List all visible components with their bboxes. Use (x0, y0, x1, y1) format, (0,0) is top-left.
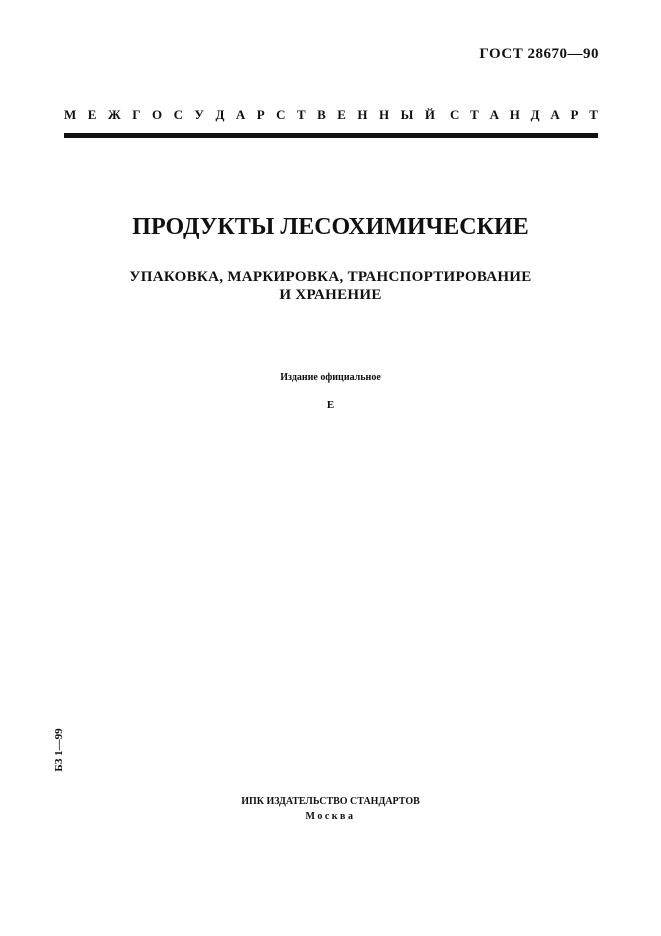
spaced-letter: Д (215, 107, 225, 122)
spaced-letter: Е (87, 107, 97, 122)
document-title: ПРОДУКТЫ ЛЕСОХИМИЧЕСКИЕ (132, 214, 529, 240)
gost-number: ГОСТ 28670—90 (479, 46, 599, 62)
spaced-letter: С (450, 107, 460, 122)
spaced-letter: М (64, 107, 77, 122)
spaced-letter: Р (256, 107, 265, 122)
spaced-letter: Е (337, 107, 346, 122)
spaced-letter: Г (132, 107, 141, 122)
spaced-letter: С (276, 107, 286, 122)
spaced-letter: Н (379, 107, 390, 122)
spaced-letter: Т (589, 107, 598, 122)
spaced-letter: А (489, 107, 499, 122)
city: Москва (305, 811, 356, 822)
spaced-letter: Н (357, 107, 368, 122)
standard-word (450, 107, 598, 123)
spaced-letter: Й (424, 107, 435, 122)
spaced-letter: А (550, 107, 560, 122)
spaced-letter: С (173, 107, 183, 122)
spaced-letter: В (317, 107, 326, 122)
spaced-letter: Т (470, 107, 479, 122)
subtitle-line-2: И ХРАНЕНИЕ (279, 287, 382, 303)
publisher: ИПК ИЗДАТЕЛЬСТВО СТАНДАРТОВ (241, 796, 420, 807)
edition-letter: Е (326, 399, 335, 411)
spaced-letter: Т (297, 107, 306, 122)
header-rule (64, 133, 598, 138)
spaced-letter: Ы (400, 107, 414, 122)
spaced-letter: О (151, 107, 163, 122)
spaced-letter: Ж (107, 107, 121, 122)
spaced-letter: У (194, 107, 204, 122)
spaced-letter: Р (570, 107, 579, 122)
side-code: БЗ 1—99 (53, 728, 65, 772)
spaced-letter: Д (530, 107, 540, 122)
interstate-word (64, 107, 435, 123)
subtitle-line-1: УПАКОВКА, МАРКИРОВКА, ТРАНСПОРТИРОВАНИЕ (129, 269, 532, 285)
edition-label: Издание официальное (280, 372, 381, 383)
document-subtitle (0, 268, 661, 304)
spaced-letter: А (235, 107, 246, 122)
interstate-standard-line (64, 107, 598, 123)
spaced-letter: Н (509, 107, 520, 122)
